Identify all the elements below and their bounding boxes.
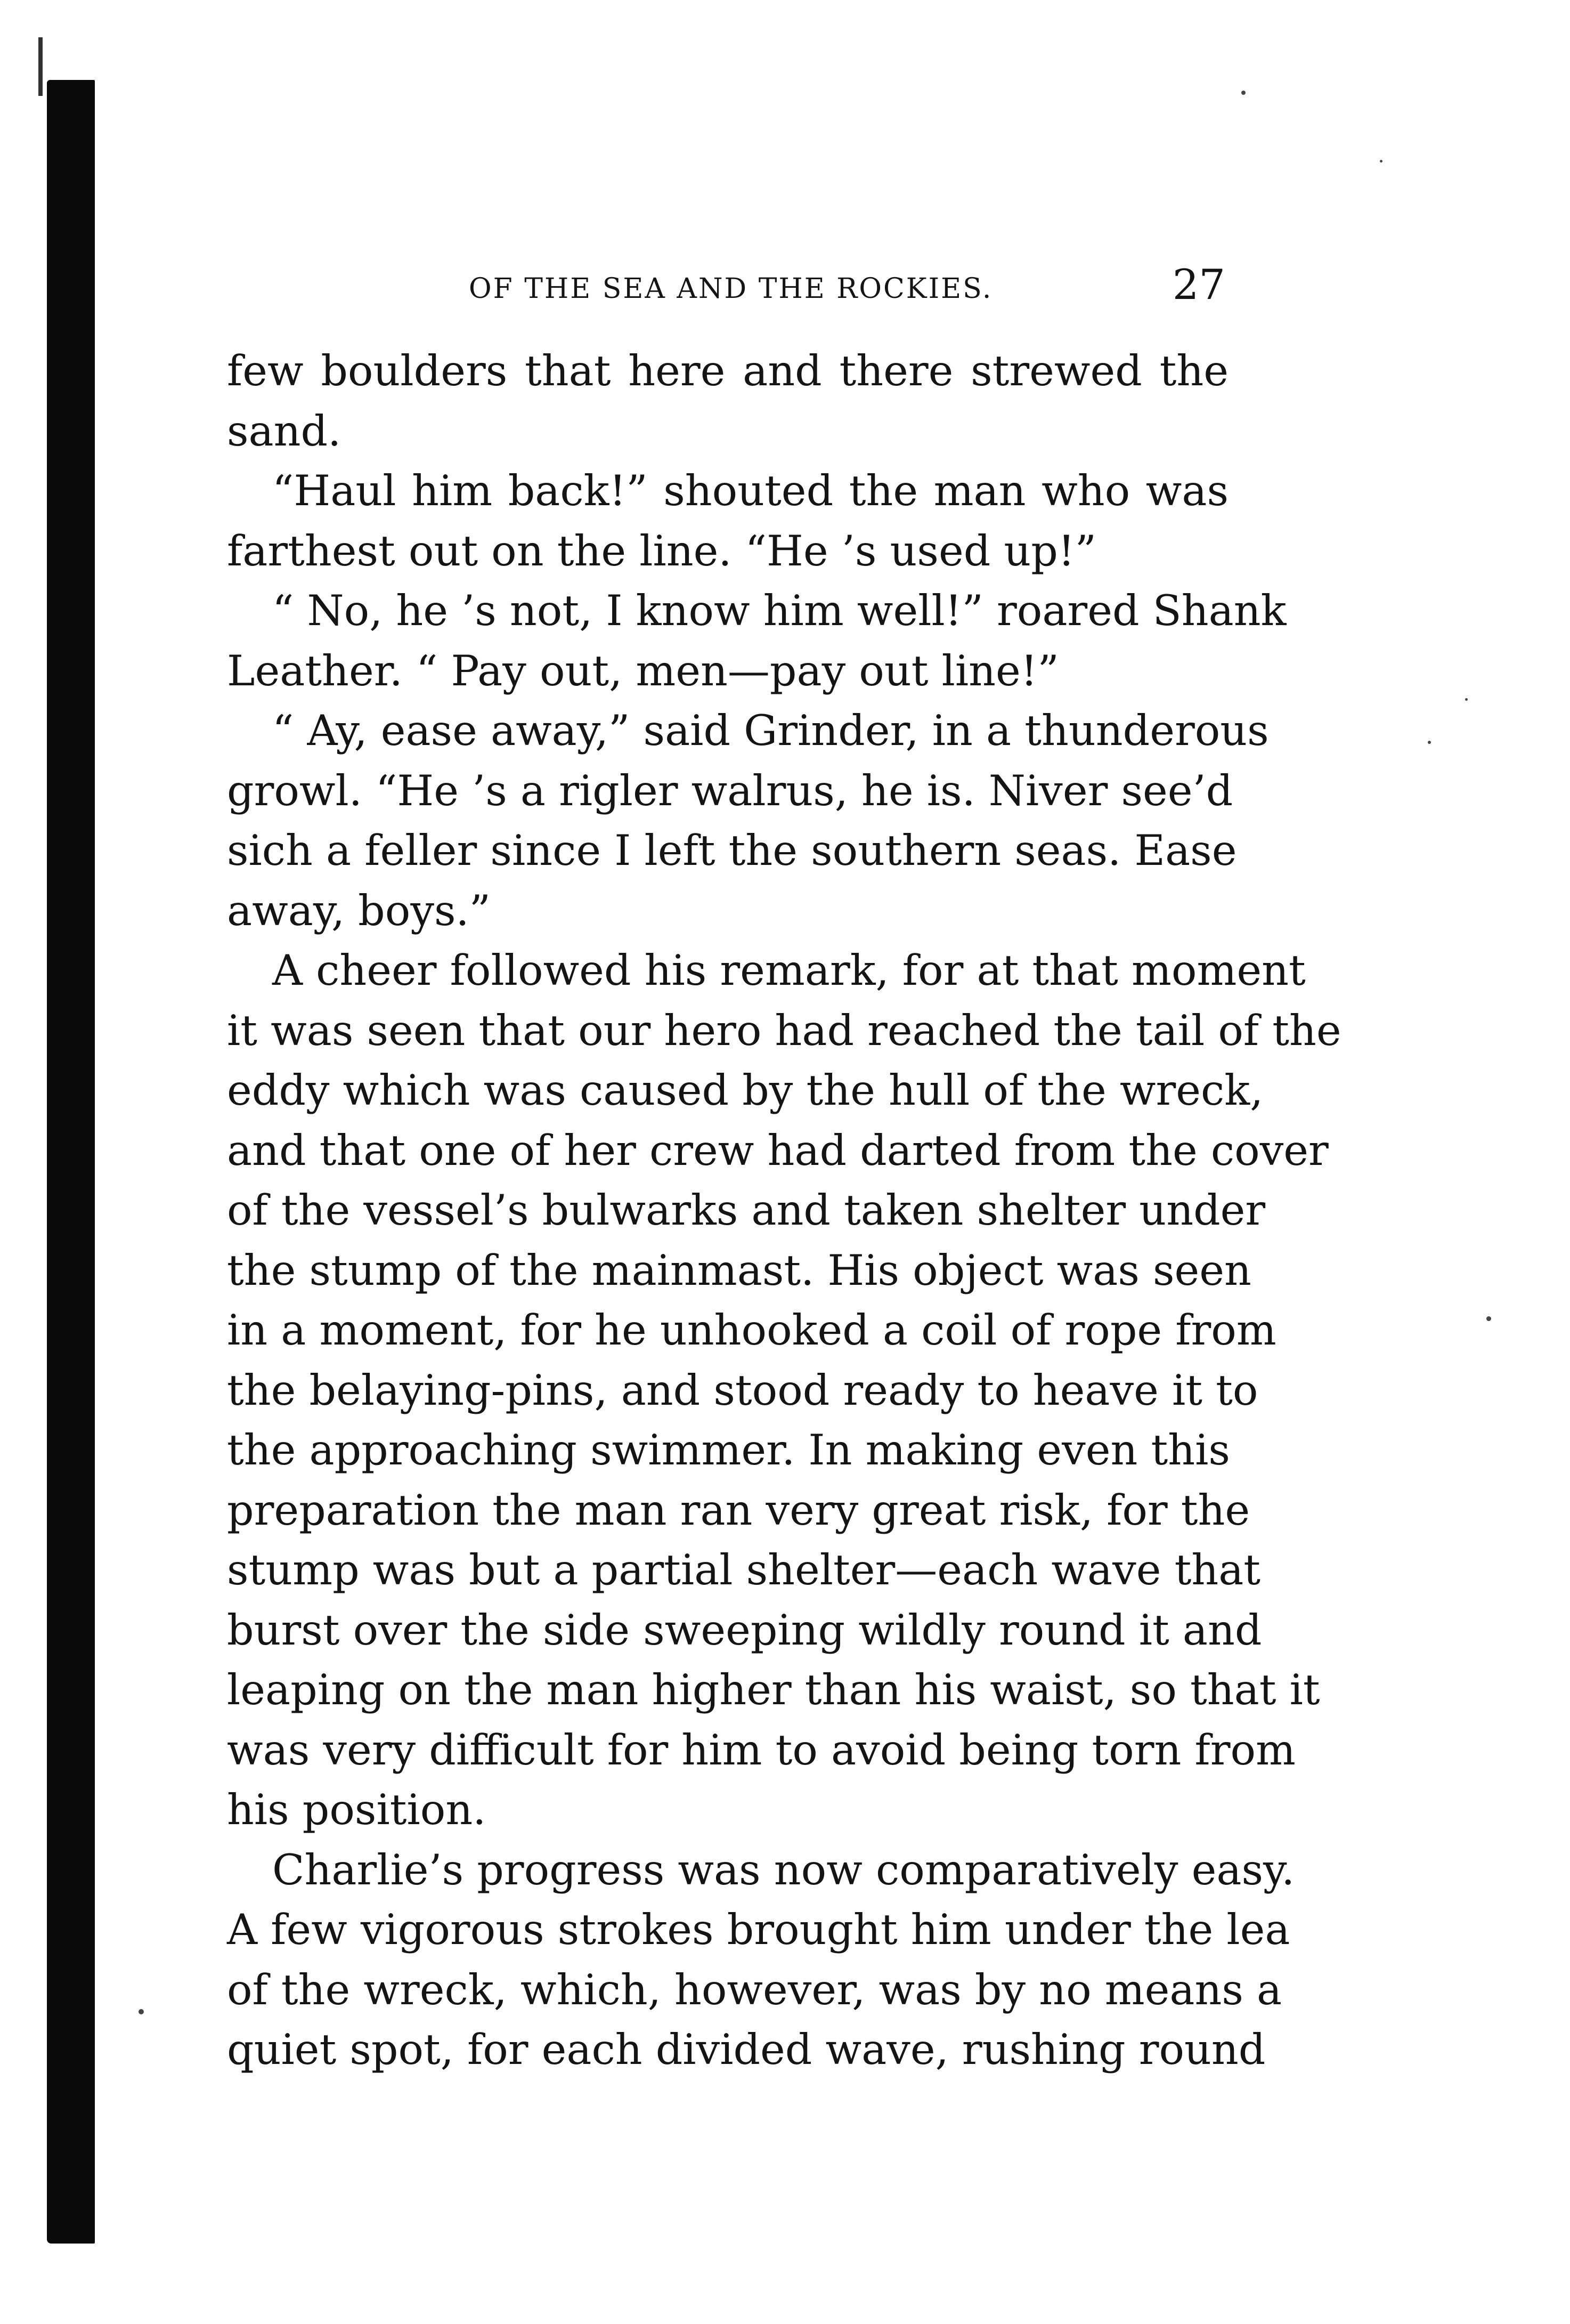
scan-speck (139, 2009, 144, 2014)
text-line: sand. (227, 406, 341, 456)
scan-speck (1465, 698, 1468, 701)
scan-speck (1428, 741, 1431, 744)
text-line: Charlie’s progress was now comparatively easy. (272, 1845, 1295, 1894)
text-line: “ No, he ’s not, I know him well!” roared Shank (272, 586, 1287, 635)
text-line: growl. “He ’s a rigler walrus, he is. Niver see’d (227, 766, 1233, 815)
text-line: few boulders that here and there strewed the (227, 346, 1229, 395)
text-line: farthest out on the line. “He ’s used up!” (227, 526, 1096, 576)
scan-speck (1241, 91, 1246, 95)
text-line: quiet spot, for each divided wave, rushing round (227, 2025, 1266, 2074)
text-line: A cheer followed his remark, for at that moment (272, 946, 1306, 995)
text-line: burst over the side sweeping wildly round it and (227, 1605, 1262, 1655)
text-line: away, boys.” (227, 886, 491, 935)
text-line: preparation the man ran very great risk, for the (227, 1485, 1250, 1535)
text-line: leaping on the man higher than his waist, so that it (227, 1665, 1320, 1714)
scan-speck (1486, 1316, 1491, 1321)
text-line: the belaying-pins, and stood ready to heave it to (227, 1365, 1258, 1415)
text-line: in a moment, for he unhooked a coil of rope from (227, 1306, 1276, 1355)
text-line: the stump of the mainmast. His object was seen (227, 1245, 1251, 1295)
scan-speck (1380, 160, 1382, 163)
text-line: of the vessel’s bulwarks and taken shelter under (227, 1186, 1266, 1235)
text-line: the approaching swimmer. In making even this (227, 1426, 1230, 1475)
text-line: was very difficult for him to avoid being torn from (227, 1725, 1296, 1775)
text-line: eddy which was caused by the hull of the wreck, (227, 1066, 1264, 1115)
text-line: “Haul him back!” shouted the man who was (272, 466, 1229, 515)
text-line: A few vigorous strokes brought him under the lea (227, 1905, 1290, 1954)
scanned-binding-fragment (38, 37, 43, 96)
text-line: of the wreck, which, however, was by no means a (227, 1965, 1282, 2014)
scanned-binding-edge (47, 80, 95, 2244)
text-line: Leather. “ Pay out, men—pay out line!” (227, 646, 1059, 695)
body-text (227, 341, 1341, 2080)
text-line: his position. (227, 1785, 486, 1834)
page-number: 27 (1172, 261, 1225, 309)
text-line: stump was but a partial shelter—each wave that (227, 1545, 1261, 1594)
text-line: sich a feller since I left the southern seas. Ease (227, 826, 1237, 875)
text-line: “ Ay, ease away,” said Grinder, in a thunderous (272, 706, 1269, 755)
text-line: and that one of her crew had darted from the cover (227, 1125, 1329, 1175)
running-head (229, 261, 1225, 309)
text-line: it was seen that our hero had reached the tail of the (227, 1006, 1341, 1055)
running-title: OF THE SEA AND THE ROCKIES. (469, 273, 993, 305)
